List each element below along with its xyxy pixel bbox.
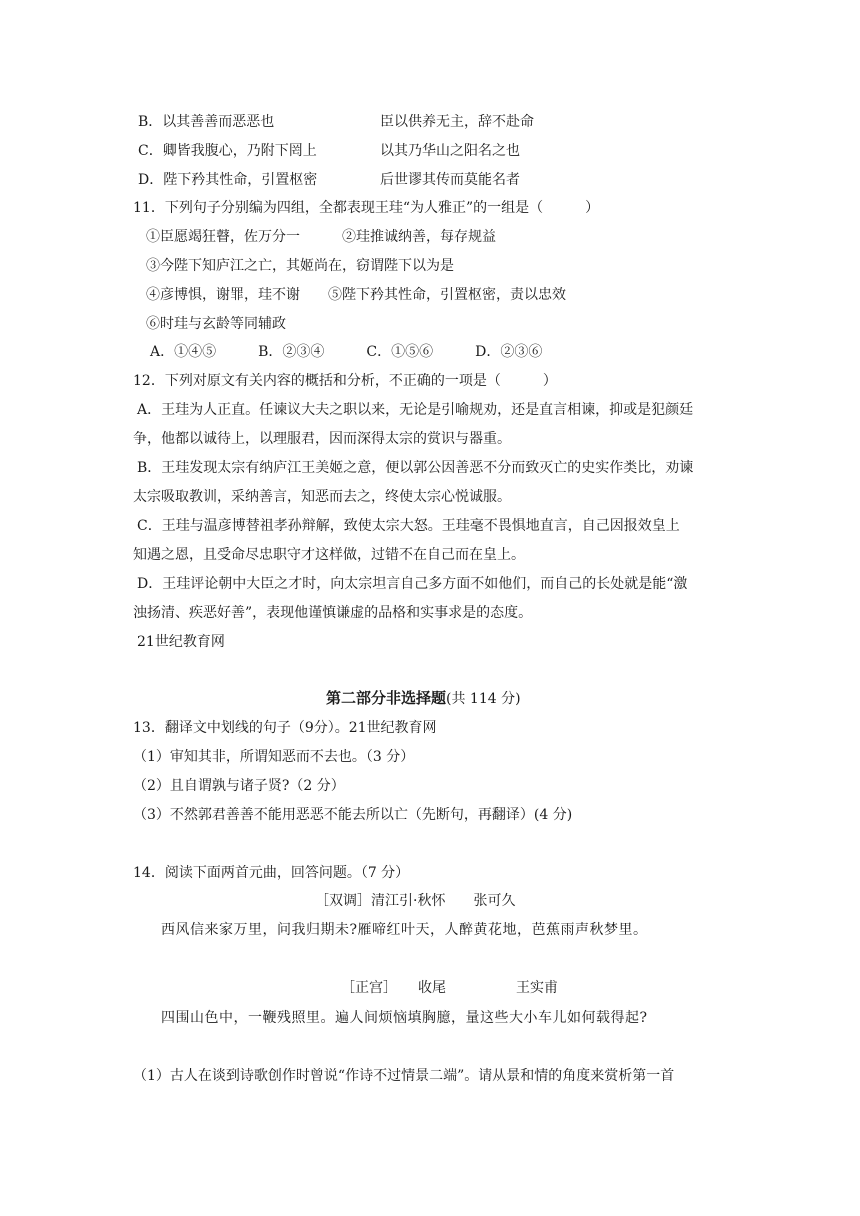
q12-line: C．王珪与温彦博替祖孝孙辩解，致使太宗大怒。王珪毫不畏惧地直言，自己因报效皇上 [137, 518, 680, 534]
q13-stem: 13．翻译文中划线的句子（9分）。21世纪教育网 [133, 720, 437, 736]
q10-option-d-left: D．陛下矜其性命，引置枢密 [138, 172, 318, 188]
q10-option-c-left: C．卿皆我腹心，乃附下罔上 [138, 143, 317, 159]
q10-option-d-right: 后世谬其传而莫能名者 [380, 172, 520, 188]
q10-option-b-right: 臣以供养无主，辞不赴命 [380, 114, 534, 130]
q13-item: （3）不然郭君善善不能用恶恶不能去所以亡（先断句，再翻译）(4 分) [133, 807, 573, 823]
q10-option-b-left: B．以其善善而恶恶也 [138, 114, 275, 130]
poem1-title: ［双调］清江引·秋怀 张可久 [315, 893, 516, 909]
poem2-text: 四围山色中，一鞭残照里。遍人间烦恼填胸臆，量这些大小车儿如何载得起? [161, 1010, 648, 1026]
q12-line: 争，他都以诚待上，以理服君，因而深得太宗的赏识与器重。 [133, 431, 511, 447]
part2-score: (共 114 分) [446, 691, 521, 707]
q12-line: 太宗吸取教训，采纳善言，知恶而去之，终使太宗心悦诚服。 [133, 489, 511, 505]
q14-sub1: （1）古人在谈到诗歌创作时曾说“作诗不过情景二端”。请从景和情的角度来赏析第一首 [133, 1068, 675, 1084]
q11-item-line: ③今陛下知庐江之亡，其姬尚在，窃谓陛下以为是 [146, 258, 454, 274]
q12-stem: 12．下列对原文有关内容的概括和分析，不正确的一项是（ ） [133, 373, 557, 389]
q12-line: B．王珪发现太宗有纳庐江王美姬之意，便以郭公因善恶不分而致灭亡的史实作类比，劝谏 [137, 460, 694, 476]
q12-line: 知遇之恩，且受命尽忠职守才这样做，过错不在自己而在皇上。 [133, 547, 525, 563]
q11-item-line: ⑥时珪与玄龄等同辅政 [146, 316, 286, 332]
q14-stem: 14．阅读下面两首元曲，回答问题。（7 分） [133, 865, 410, 881]
q11-choices: A．①④⑤ B．②③④ C．①⑤⑥ D．②③⑥ [150, 344, 543, 360]
q12-line: A．王珪为人正直。任谏议大夫之职以来，无论是引喻规劝，还是直言相谏，抑或是犯颜廷 [137, 402, 694, 418]
q11-stem: 11．下列句子分别编为四组，全都表现王珪“为人雅正”的一组是（ ） [133, 200, 600, 216]
part2-title: 第二部分非选择题 [326, 689, 447, 707]
poem1-text: 西风信来家万里，问我归期未?雁啼红叶天，人醉黄花地，芭蕉雨声秋梦里。 [161, 922, 648, 938]
q11-item-line: ④彦博惧，谢罪，珪不谢 ⑤陛下矜其性命，引置枢密，责以忠效 [146, 287, 566, 303]
watermark-text: 21世纪教育网 [137, 634, 225, 650]
part2-heading [326, 688, 521, 709]
poem2-title: ［正宫］ 收尾 王实甫 [341, 980, 558, 996]
q10-option-c-right: 以其乃华山之阳名之也 [380, 143, 520, 159]
q11-item-line: ①臣愿竭狂瞽，佐万分一 ②珪推诚纳善，每存规益 [146, 229, 496, 245]
q13-item: （2）且自谓孰与诸子贤?（2 分） [133, 778, 345, 794]
q12-line: 浊扬清、疾恶好善”，表现他谨慎谦虚的品格和实事求是的态度。 [133, 605, 533, 621]
q12-line: D．王珪评论朝中大臣之才时，向太宗坦言自己多方面不如他们，而自己的长处就是能“激 [137, 576, 688, 592]
q13-item: （1）审知其非，所谓知恶而不去也。（3 分） [133, 749, 415, 765]
